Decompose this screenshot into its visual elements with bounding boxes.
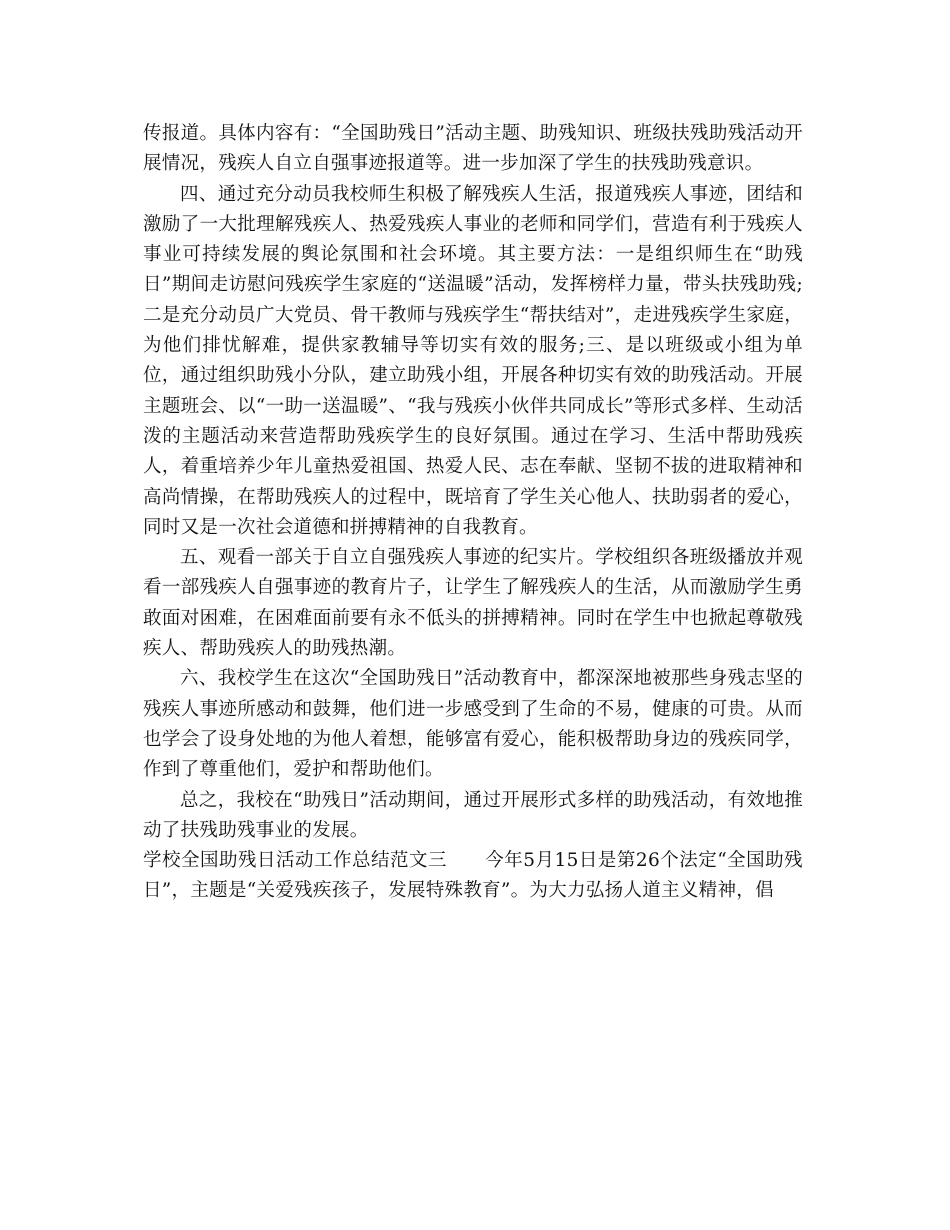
next-section-text: 今年5月15日是第26个法定“全国助残日”，主题是“关爱残疾孩子，发展特殊教育”。为大力弘扬人道主义精神，倡 (143, 850, 803, 902)
next-section-paragraph (143, 846, 803, 907)
paragraph-item-four: 四、通过充分动员我校师生积极了解残疾人生活，报道残疾人事迹，团结和激励了一大批理解残疾人、热爱残疾人事业的老师和同学们，营造有利于残疾人事业可持续发展的舆论氛围和社会环境。其主要方法：一是组织师生在“助残日”期间走访慰问残疾学生家庭的“送温暖”活动，发挥榜样力量，带头扶残助残;二是充分动员广大党员、骨干教师与残疾学生“帮扶结对”，走进残疾学生家庭，为他们排忧解难，提供家教辅导等切实有效的服务;三、是以班级或小组为单位，通过组织助残小分队，建立助残小组，开展各种切实有效的助残活动。开展主题班会、以“一助一送温暖”、“我与残疾小伙伴共同成长”等形式多样、生动活泼的主题活动来营造帮助残疾学生的良好氛围。通过在学习、生活中帮助残疾人，着重培养少年儿童热爱祖国、热爱人民、志在奉献、坚韧不拔的进取精神和高尚情操，在帮助残疾人的过程中，既培育了学生关心他人、扶助弱者的爱心，同时又是一次社会道德和拼搏精神的自我教育。 (143, 183, 803, 538)
paragraph-conclusion: 总之，我校在“助残日”活动期间，通过开展形式多样的助残活动，有效地推动了扶残助残事业的发展。 (143, 789, 803, 841)
paragraph-item-six: 六、我校学生在这次“全国助残日”活动教育中，都深深地被那些身残志坚的残疾人事迹所感动和鼓舞，他们进一步感受到了生命的不易，健康的可贵。从而也学会了设身处地的为他人着想，能够富有爱心，能积极帮助身边的残疾同学，作到了尊重他们，爱护和帮助他们。 (143, 668, 803, 781)
document-body (143, 119, 803, 907)
paragraph-continuation: 传报道。具体内容有：“全国助残日”活动主题、助残知识、班级扶残助残活动开展情况，残疾人自立自强事迹报道等。进一步加深了学生的扶残助残意识。 (143, 123, 803, 175)
next-section-title: 学校全国助残日活动工作总结范文三 (143, 850, 447, 872)
next-section-gap (447, 850, 485, 871)
paragraph-item-five: 五、观看一部关于自立自强残疾人事迹的纪实片。学校组织各班级播放并观看一部残疾人自强事迹的教育片子，让学生了解残疾人的生活，从而激励学生勇敢面对困难，在困难面前要有永不低头的拼搏精神。同时在学生中也掀起尊敬残疾人、帮助残疾人的助残热潮。 (143, 547, 803, 660)
